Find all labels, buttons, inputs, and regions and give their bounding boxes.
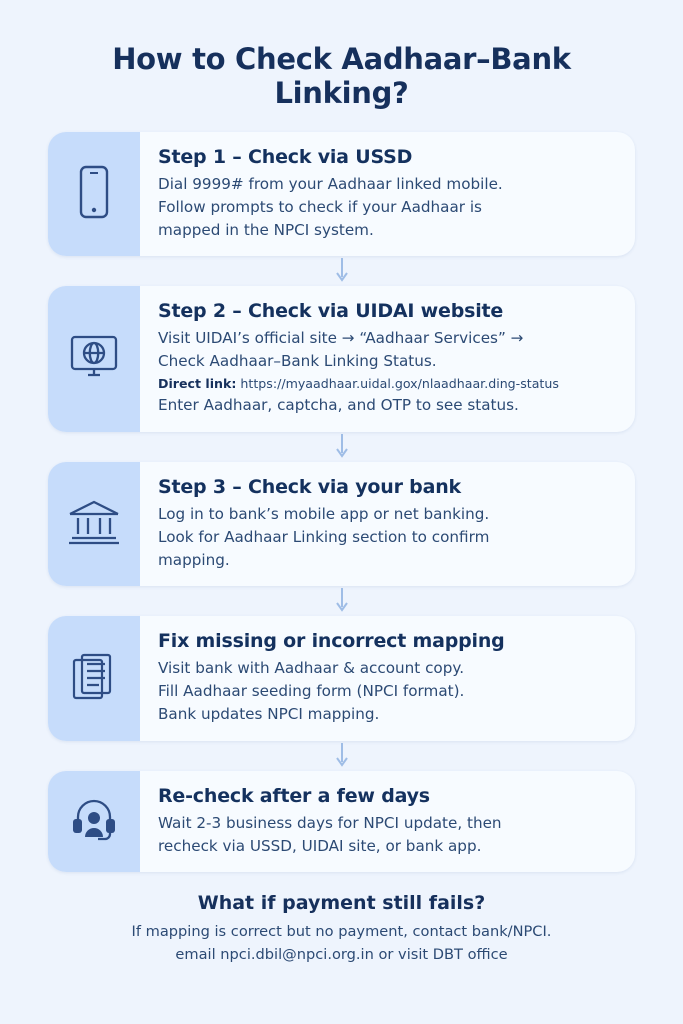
- step-5-line-1: Wait 2-3 business days for NPCI update, then: [158, 813, 502, 832]
- direct-link-label: Direct link:: [158, 375, 237, 391]
- step-card-3: [48, 462, 635, 586]
- step-2-icon-panel: [48, 286, 140, 432]
- step-3-line-1: Log in to bank’s mobile app or net banking.: [158, 505, 490, 524]
- step-3-line-2: Look for Aadhaar Linking section to confirm: [158, 527, 490, 546]
- direct-link-url: https://myaadhaar.uidal.gox/nlaadhaar.ding-status: [240, 375, 559, 391]
- monitor-globe-icon: [68, 333, 120, 385]
- step-5-line-2: recheck via USSD, UIDAI site, or bank app.: [158, 836, 482, 855]
- step-3-line-3: mapping.: [158, 550, 230, 569]
- step-2-title: Step 2 – Check via UIDAI website: [158, 300, 504, 323]
- step-card-4: [48, 616, 635, 740]
- step-5-title: Re-check after a few days: [158, 784, 430, 807]
- step-1-line-2: Follow prompts to check if your Aadhaar is: [158, 197, 482, 216]
- step-5-icon-panel: [48, 771, 140, 873]
- step-card-5: [48, 771, 635, 873]
- step-4-line-3: Bank updates NPCI mapping.: [158, 705, 380, 724]
- footer-title: What if payment still fails?: [197, 892, 486, 915]
- step-4-line-1: Visit bank with Aadhaar & account copy.: [158, 659, 465, 678]
- documents-icon: [70, 652, 118, 706]
- step-2-line-1: Visit UIDAI’s official site → “Aadhaar Services” →: [158, 329, 524, 348]
- arrow-down-1-icon: [48, 256, 635, 286]
- step-card-2: [48, 286, 635, 432]
- step-3-icon-panel: [48, 462, 140, 586]
- step-4-line-2: Fill Aadhaar seeding form (NPCI format).: [158, 682, 465, 701]
- headset-support-icon: [70, 797, 118, 847]
- step-4-title: Fix missing or incorrect mapping: [158, 630, 505, 653]
- step-5-body: [140, 771, 635, 873]
- footer-line-2: email npci.dbil@npci.org.in or visit DBT office: [175, 946, 508, 964]
- arrow-down-2-icon: [48, 432, 635, 462]
- steps-list: [48, 132, 635, 872]
- page-title: How to Check Aadhaar–Bank Linking?: [112, 42, 571, 110]
- arrow-down-4-icon: [48, 741, 635, 771]
- step-1-line-1: Dial 9999# from your Aadhaar linked mobile.: [158, 175, 503, 193]
- step-2-line-2: Check Aadhaar–Bank Linking Status.: [158, 352, 437, 371]
- step-1-body: [140, 132, 635, 256]
- step-3-title: Step 3 – Check via your bank: [158, 476, 461, 499]
- mobile-phone-icon: [77, 164, 111, 224]
- step-4-icon-panel: [48, 616, 140, 740]
- step-2-line-3: Enter Aadhaar, captcha, and OTP to see status.: [158, 396, 519, 415]
- arrow-down-3-icon: [48, 586, 635, 616]
- bank-building-icon: [67, 499, 121, 549]
- footer-line-1: If mapping is correct but no payment, contact bank/NPCI.: [131, 923, 552, 941]
- step-card-1: [48, 132, 635, 256]
- step-2-direct-link: [158, 375, 617, 393]
- step-1-title: Step 1 – Check via USSD: [158, 146, 413, 168]
- step-4-body: [140, 616, 635, 740]
- step-3-body: [140, 462, 635, 586]
- step-2-body: [140, 286, 635, 432]
- step-1-line-3: mapped in the NPCI system.: [158, 220, 374, 239]
- step-1-icon-panel: [48, 132, 140, 256]
- footer-section: [48, 892, 635, 966]
